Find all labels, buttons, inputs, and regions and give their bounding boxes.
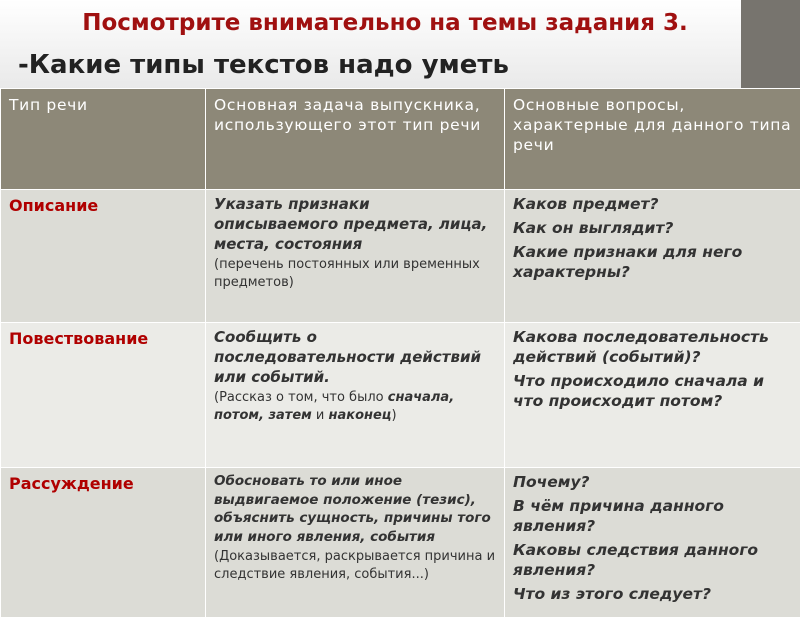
note-prefix: (Рассказ о том, что было [214,390,388,405]
type-label: Повествование [9,329,197,349]
type-cell [1,323,206,468]
header-main-questions: Основные вопросы, характерные для данного типа речи [505,89,800,190]
table-header-row [1,89,800,190]
table-row [1,323,800,468]
question-item: Что из этого следует? [513,584,792,604]
question-item: Какова последовательность действий (событий)? [513,327,792,367]
note-suffix: ) [391,408,396,423]
questions-cell [505,323,800,468]
header-main-task: Основная задача выпускника, использующего этот тип речи [206,89,505,190]
question-item: В чём причина данного явления? [513,496,792,536]
task-text: Обосновать то или иное выдвигаемое положение (тезис), объяснить сущность, причины того или иного явления, события [214,472,496,546]
task-text: Указать признаки описываемого предмета, лица, места, состояния [214,194,496,254]
table-row [1,190,800,323]
task-note: (Доказывается, раскрывается причина и следствие явления, события...) [214,548,496,584]
question-item: Какие признаки для него характерны? [513,242,792,282]
header-speech-type: Тип речи [1,89,206,190]
question-item: Каковы следствия данного явления? [513,540,792,580]
type-label: Описание [9,196,197,216]
task-cell [206,190,505,323]
note-emphasis: сначала, потом, затем [214,390,454,423]
type-cell [1,190,206,323]
note-mid: и [312,408,329,423]
task-note: (перечень постоянных или временных предметов) [214,256,496,292]
table-row [1,468,800,618]
slide-title: Посмотрите внимательно на темы задания 3. [0,10,770,36]
questions-cell [505,190,800,323]
question-item: Как он выглядит? [513,218,792,238]
slide-subtitle: -Какие типы текстов надо уметь [18,50,509,80]
task-cell [206,323,505,468]
speech-types-table [0,88,800,618]
questions-cell [505,468,800,618]
type-label: Рассуждение [9,474,197,494]
task-note [214,389,496,425]
question-item: Почему? [513,472,792,492]
task-text: Сообщить о последовательности действий или событий. [214,327,496,387]
type-cell [1,468,206,618]
task-cell [206,468,505,618]
question-item: Каков предмет? [513,194,792,214]
question-item: Что происходило сначала и что происходит потом? [513,371,792,411]
note-emphasis: наконец [329,408,392,423]
